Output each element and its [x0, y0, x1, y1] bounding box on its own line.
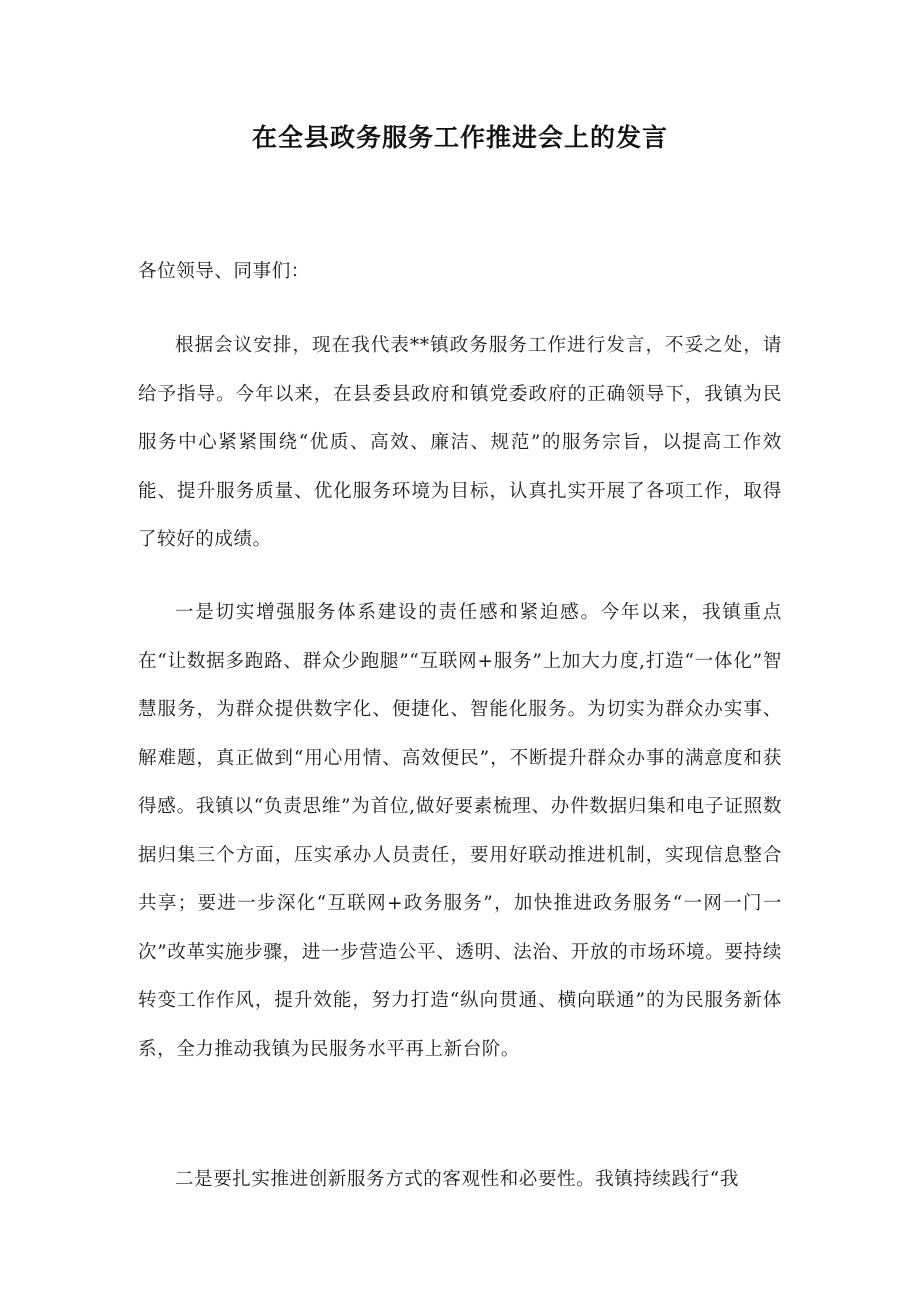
paragraph-point-two: 二是要扎实推进创新服务方式的客观性和必要性。我镇持续践行“我	[175, 1169, 739, 1190]
paragraph-point-one: 一是切实增强服务体系建设的责任感和紧迫感。今年以来，我镇重点在“让数据多跑路、群众少跑腿”“互联网+服务”上加大力度,打造“一体化”智慧服务，为群众提供数字化、便捷化、智能化服务。为切实为群众办实事、解难题，真正做到“用心用情、高效便民”，不断提升群众办事的满意度和获得感。我镇以“负责思维”为首位,做好要素梳理、办件数据归集和电子证照数据归集三个方面，压实承办人员责任，要用好联动推进机制，实现信息整合共享；要进一步深化“互联网+政务服务”，加快推进政务服务“一网一门一次”改革实施步骤，进一步营造公平、透明、法治、开放的市场环境。要持续转变工作作风，提升效能，努力打造“纵向贯通、横向联通”的为民服务新体系，全力推动我镇为民服务水平再上新台阶。	[138, 602, 782, 1060]
salutation: 各位领导、同事们：	[138, 261, 310, 282]
paragraph-intro: 根据会议安排，现在我代表**镇政务服务工作进行发言，不妥之处，请给予指导。今年以来，在县委县政府和镇党委政府的正确领导下，我镇为民服务中心紧紧围绕“优质、高效、廉洁、规范”的服务宗旨，以提高工作效能、提升服务质量、优化服务环境为目标，认真扎实开展了各项工作，取得了较好的成绩。	[138, 335, 782, 550]
document-title: 在全县政务服务工作推进会上的发言	[251, 123, 668, 152]
